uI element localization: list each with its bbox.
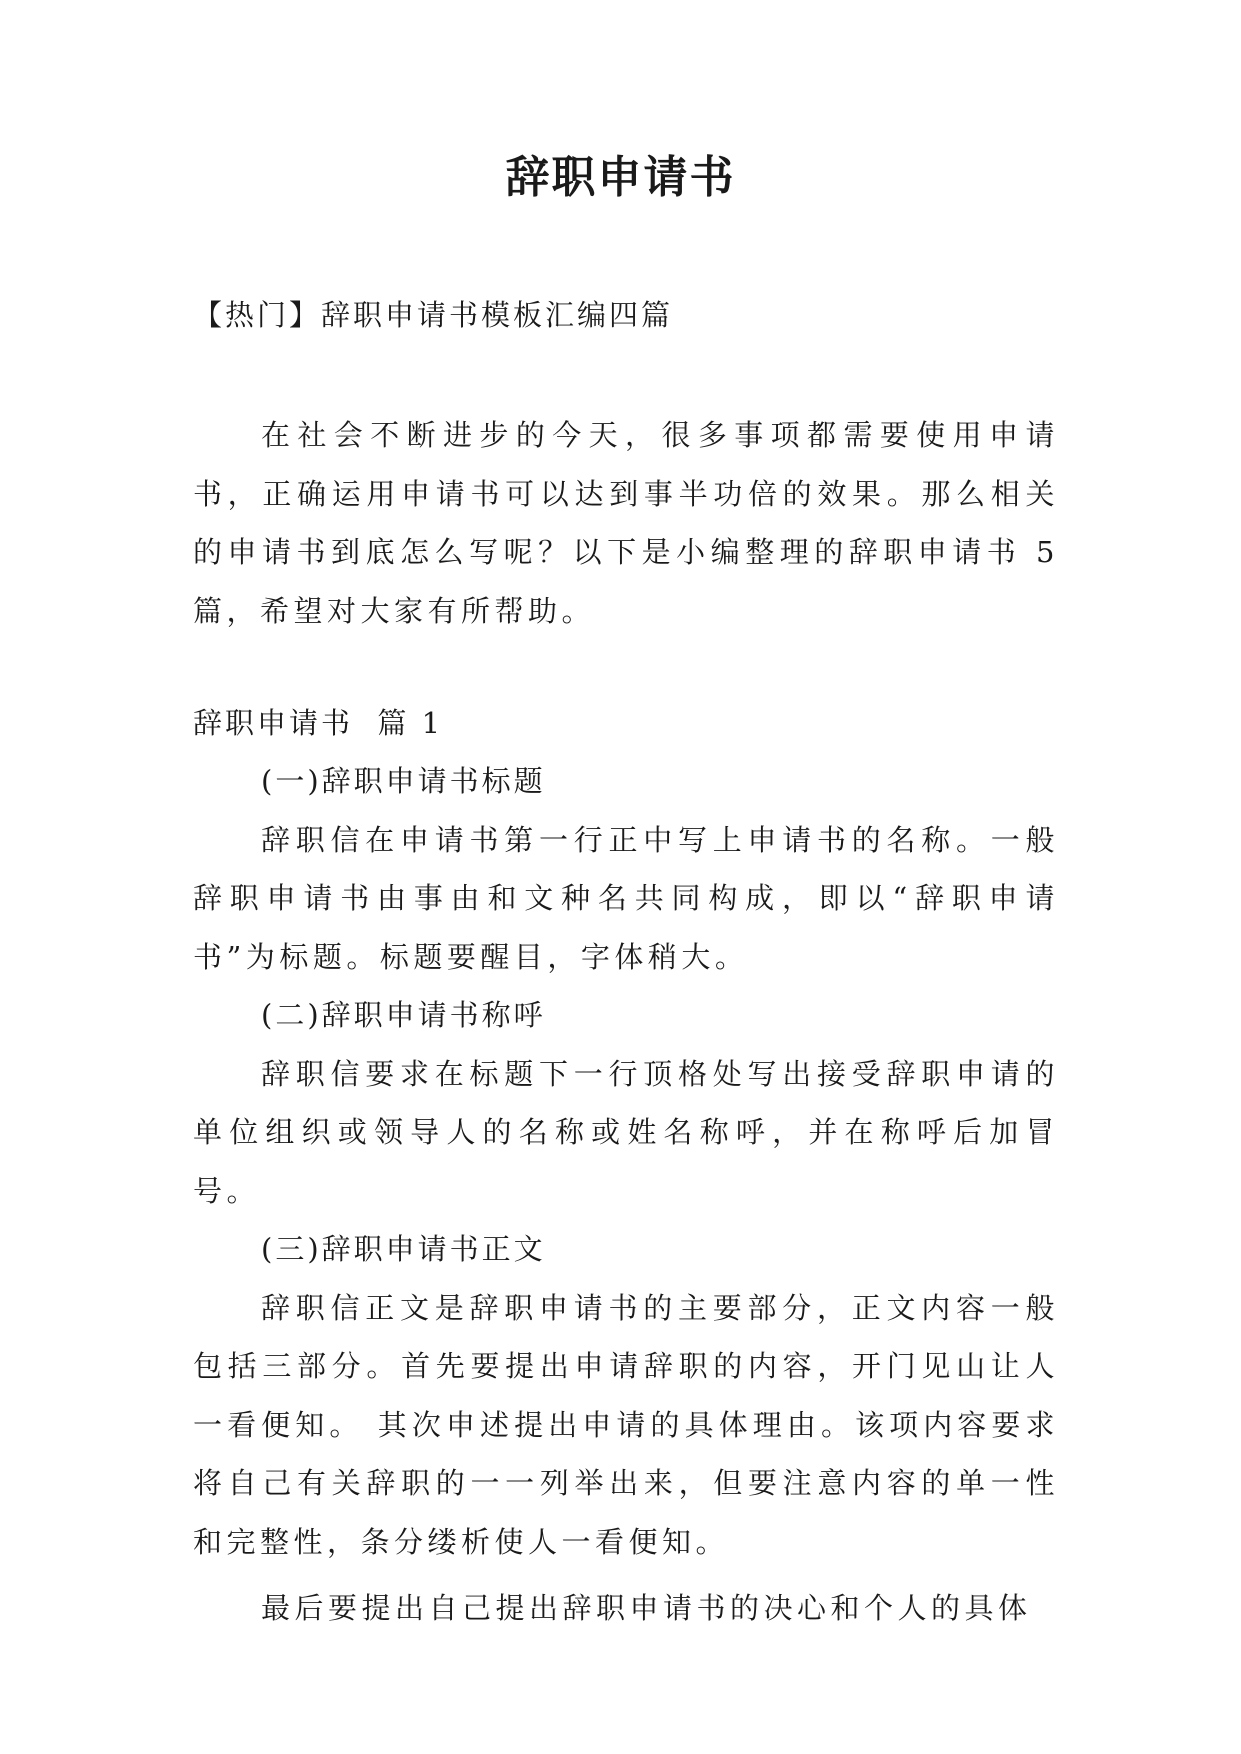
document-body (193, 752, 1059, 1638)
subheading-title: (一)辞职申请书标题 (261, 764, 546, 798)
subheading-body: (三)辞职申请书正文 (261, 1232, 546, 1266)
intro-paragraph: 在社会不断进步的今天，很多事项都需要使用申请书，正确运用申请书可以达到事半功倍的效果。那么相关的申请书到底怎么写呢？以下是小编整理的辞职申请书 5 篇，希望对大家有所帮助。 (193, 418, 1059, 628)
paragraph-salutation-desc: 辞职信要求在标题下一行顶格处写出接受辞职申请的单位组织或领导人的名称或姓名称呼，并在称呼后加冒号。 (193, 1056, 1059, 1208)
paragraph-closing: 最后要提出自己提出辞职申请书的决心和个人的具体 (261, 1591, 1032, 1625)
paragraph-body-desc: 辞职信正文是辞职申请书的主要部分，正文内容一般包括三部分。首先要提出申请辞职的内容，开门见山让人一看便知。 其次申述提出申请的具体理由。该项内容要求将自己有关辞职的一一列举出来，但要注意内容的单一性和完整性，条分缕析使人一看便知。 (193, 1290, 1059, 1559)
subheading-salutation: (二)辞职申请书称呼 (261, 998, 546, 1032)
section-heading: 辞职申请书 篇 1 (193, 706, 444, 740)
paragraph-title-desc: 辞职信在申请书第一行正中写上申请书的名称。一般辞职申请书由事由和文种名共同构成，即以“辞职申请书”为标题。标题要醒目，字体稍大。 (193, 822, 1059, 974)
document-title: 辞职申请书 (505, 152, 736, 203)
document-subtitle: 【热门】辞职申请书模板汇编四篇 (193, 298, 674, 332)
